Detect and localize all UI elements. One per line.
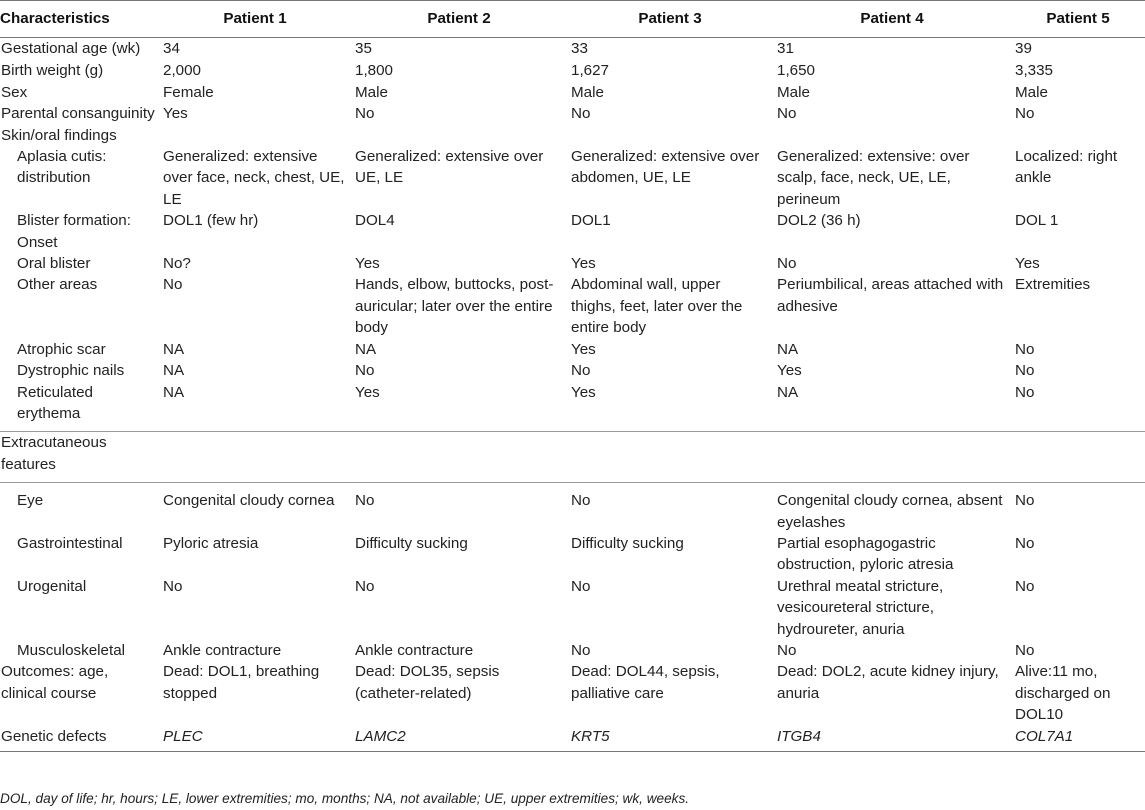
cell-patient-5: No (1011, 382, 1145, 432)
cell-patient-1: Congenital cloudy cornea (163, 492, 335, 510)
row-label: Genetic defects (0, 726, 159, 752)
cell-patient-4: NA (777, 340, 799, 358)
table-row (0, 253, 1145, 274)
cell-patient-4: Partial esophagogastric obstruction, pyloric atresia (777, 534, 954, 574)
table-row (0, 382, 1145, 432)
table-row (0, 726, 1145, 752)
cell-patient-2: Hands, elbow, buttocks, post-auricular; later over the entire body (355, 276, 554, 337)
cell-patient-4: Male (777, 83, 810, 101)
header-patient-5: Patient 5 (1046, 10, 1110, 27)
cell-patient-5 (1011, 125, 1145, 146)
cell-patient-5: No (1015, 362, 1035, 380)
cell-patient-1: NA (163, 340, 185, 358)
cell-patient-1: No? (163, 255, 191, 273)
cell-patient-1: Generalized: extensive over face, neck, chest, UE, LE (163, 148, 345, 208)
cell-patient-2: Yes (351, 382, 567, 432)
cell-patient-3: Yes (571, 255, 596, 273)
cell-patient-4: DOL2 (36 h) (777, 212, 861, 230)
cell-patient-5: Yes (1015, 255, 1040, 273)
cell-patient-1: NA (159, 382, 351, 432)
row-label: Outcomes: age, clinical course (1, 663, 109, 702)
cell-patient-2: Generalized: extensive over UE, LE (355, 148, 544, 187)
cell-patient-4: No (777, 641, 797, 659)
cell-patient-3: Male (571, 83, 604, 101)
cell-patient-3: No (571, 641, 591, 659)
cell-patient-3: 1,627 (571, 62, 610, 80)
table-row (0, 274, 1145, 338)
cell-patient-5: Alive:11 mo, discharged on DOL10 (1015, 663, 1111, 724)
cell-patient-3: No (571, 577, 591, 595)
cell-patient-5: No (1015, 340, 1035, 358)
cell-patient-2 (351, 125, 567, 146)
cell-patient-4: 1,650 (777, 62, 816, 80)
cell-patient-3: DOL1 (571, 212, 611, 230)
cell-patient-4: Periumbilical, areas attached with adhesive (777, 276, 1004, 315)
cell-patient-1: 34 (163, 40, 180, 57)
cell-patient-1: Dead: DOL1, breathing stopped (163, 663, 320, 702)
cell-patient-5: COL7A1 (1011, 726, 1145, 752)
cell-patient-1: Ankle contracture (163, 641, 282, 659)
cell-patient-2: NA (355, 340, 377, 358)
table-row (0, 210, 1145, 253)
cell-patient-4 (773, 432, 1011, 483)
row-label: Blister formation: Onset (17, 212, 131, 251)
cell-patient-3: Yes (567, 382, 773, 432)
cell-patient-4: Yes (777, 362, 802, 380)
cell-patient-4: No (777, 105, 797, 123)
header-patient-2: Patient 2 (427, 10, 491, 27)
cell-patient-1: DOL1 (few hr) (163, 212, 259, 230)
cell-patient-1: Yes (163, 105, 188, 123)
cell-patient-5: No (1015, 641, 1035, 659)
cell-patient-3: No (571, 105, 591, 123)
cell-patient-3: No (571, 362, 591, 380)
cell-patient-4: ITGB4 (773, 726, 1011, 752)
cell-patient-5: DOL 1 (1015, 212, 1059, 230)
cell-patient-2: No (355, 577, 375, 595)
cell-patient-2: 35 (355, 40, 372, 57)
row-label: Skin/oral findings (1, 126, 117, 144)
cell-patient-2: Dead: DOL35, sepsis (catheter-related) (355, 663, 500, 702)
cell-patient-1: No (163, 276, 183, 294)
table-body (0, 38, 1145, 752)
cell-patient-4: NA (773, 382, 1011, 432)
table-row (0, 125, 1145, 146)
cell-patient-4: No (777, 255, 797, 273)
cell-patient-2 (351, 432, 567, 483)
cell-patient-2: DOL4 (355, 212, 395, 230)
cell-patient-3: Abdominal wall, upper thighs, feet, later over the entire body (571, 276, 743, 337)
cell-patient-4: Urethral meatal stricture, vesicoureteral stricture, hydroureter, anuria (777, 577, 944, 638)
table-row (0, 432, 1145, 483)
row-label: Gastrointestinal (17, 534, 123, 552)
table-row (0, 103, 1145, 124)
cell-patient-1: NA (163, 362, 185, 380)
table-row (0, 59, 1145, 81)
cell-patient-3: No (571, 492, 591, 510)
cell-patient-5: Extremities (1015, 276, 1091, 294)
row-label: Oral blister (17, 255, 91, 273)
cell-patient-3 (567, 432, 773, 483)
cell-patient-2: 1,800 (355, 62, 394, 80)
cell-patient-3: Yes (571, 340, 596, 358)
header-patient-3: Patient 3 (638, 10, 702, 27)
cell-patient-2: Ankle contracture (355, 641, 474, 659)
cell-patient-4: Congenital cloudy cornea, absent eyelashes (777, 492, 1003, 531)
cell-patient-5 (1011, 432, 1145, 483)
row-label: Gestational age (wk) (1, 40, 141, 57)
cell-patient-1: PLEC (159, 726, 351, 752)
table-row (0, 82, 1145, 103)
cell-patient-2: Difficulty sucking (355, 534, 468, 552)
cell-patient-2: LAMC2 (351, 726, 567, 752)
table-row (0, 339, 1145, 360)
header-patient-4: Patient 4 (860, 10, 924, 27)
cell-patient-5: No (1015, 492, 1035, 510)
cell-patient-5: No (1015, 534, 1035, 552)
table-row (0, 360, 1145, 381)
cell-patient-4: Dead: DOL2, acute kidney injury, anuria (777, 663, 999, 702)
cell-patient-3: 33 (571, 40, 588, 57)
table-row (0, 483, 1145, 533)
cell-patient-3: Difficulty sucking (571, 534, 684, 552)
row-label: Urogenital (17, 577, 87, 595)
row-label: Parental consanguinity (1, 105, 155, 123)
row-label: Eye (17, 492, 44, 510)
cell-patient-2: Male (355, 83, 388, 101)
cell-patient-5: No (1015, 105, 1035, 123)
row-label: Birth weight (g) (1, 62, 104, 80)
cell-patient-1 (159, 432, 351, 483)
cell-patient-2: No (355, 105, 375, 123)
header-row (0, 1, 1145, 38)
cell-patient-3: Dead: DOL44, sepsis, palliative care (571, 663, 720, 702)
table-row (0, 533, 1145, 576)
cell-patient-2: No (355, 362, 375, 380)
row-label: Aplasia cutis: distribution (17, 148, 107, 187)
header-characteristics: Characteristics (0, 10, 110, 27)
row-label: Reticulated erythema (0, 382, 159, 432)
row-label: Dystrophic nails (17, 362, 125, 380)
cell-patient-5: Localized: right ankle (1015, 148, 1118, 187)
table-row (0, 38, 1145, 60)
table-row (0, 661, 1145, 725)
row-label: Sex (1, 83, 28, 101)
cell-patient-4: 31 (777, 40, 794, 57)
table-footnote: DOL, day of life; hr, hours; LE, lower extremities; mo, months; NA, not available; UE, upper extremities; wk, weeks. (0, 791, 690, 806)
cell-patient-4 (773, 125, 1011, 146)
row-label: Other areas (17, 276, 98, 294)
cell-patient-1 (159, 125, 351, 146)
cell-patient-3: Generalized: extensive over abdomen, UE, LE (571, 148, 760, 187)
cell-patient-1: Pyloric atresia (163, 534, 259, 552)
table-row (0, 576, 1145, 640)
cell-patient-4: Generalized: extensive: over scalp, face, neck, UE, LE, perineum (777, 148, 970, 208)
cell-patient-5: Male (1015, 83, 1048, 101)
row-label: Extracutaneous features (0, 432, 159, 483)
row-label: Atrophic scar (17, 340, 106, 358)
cell-patient-5: 3,335 (1015, 62, 1054, 80)
cell-patient-5: 39 (1015, 40, 1032, 57)
cell-patient-2: No (355, 492, 375, 510)
table-row (0, 640, 1145, 661)
cell-patient-3 (567, 125, 773, 146)
table-row (0, 146, 1145, 210)
cell-patient-5: No (1015, 577, 1035, 595)
cell-patient-1: Female (163, 83, 214, 101)
row-label: Musculoskeletal (17, 641, 126, 659)
cell-patient-1: 2,000 (163, 62, 202, 80)
cell-patient-1: No (163, 577, 183, 595)
cell-patient-2: Yes (355, 255, 380, 273)
cell-patient-3: KRT5 (567, 726, 773, 752)
header-patient-1: Patient 1 (223, 10, 287, 27)
